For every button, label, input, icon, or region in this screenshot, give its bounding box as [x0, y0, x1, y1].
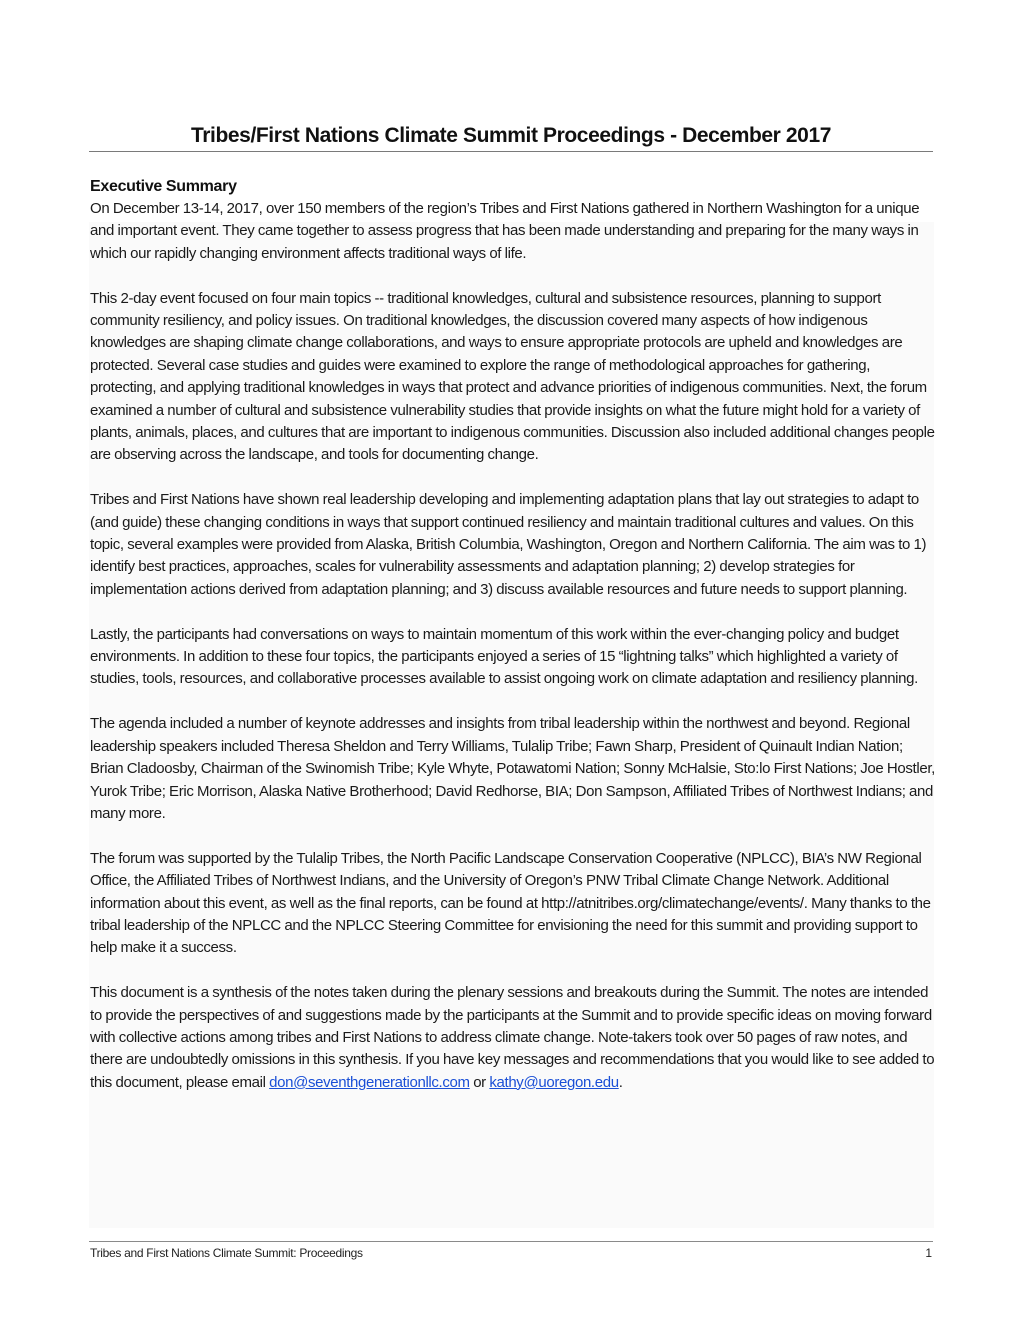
paragraph-7-end: . [618, 1073, 623, 1091]
paragraph-5: The agenda included a number of keynote addresses and insights from tribal leadership within the northwest and beyond. Regional leadership speakers included Theresa Sheldon and Terry Williams, Tulalip Tribe; Fawn Sharp, President of Quinault Indian Nation; Brian Cladoosby, Chairman of the Swinomish Tribe; Kyle Whyte, Potawatomi Nation; Sonny McHalsie, Sto:lo First Nations; Joe Hostler, Yurok Tribe; Eric Morrison, Alaska Native Brotherhood; David Redhorse, BIA; Don Sampson, Affiliated Tribes of Northwest Indians; and many more. [90, 715, 935, 822]
section-heading-executive-summary: Executive Summary [90, 178, 237, 195]
paragraph-7-connector: or [469, 1073, 490, 1091]
page-number: 1 [925, 1246, 932, 1260]
paragraph-4: Lastly, the participants had conversations on ways to maintain momentum of this work within the ever-changing policy and budget environments. In addition to these four topics, the participants enjoyed a series of 15 “lightning talks” which highlighted a variety of studies, tools, resources, and collaborative processes available to assist ongoing work on climate adaptation and resiliency planning. [90, 625, 918, 688]
document-body [90, 176, 938, 1117]
document-title: Tribes/First Nations Climate Summit Proceedings - December 2017 [190, 124, 832, 147]
paragraph-2: This 2-day event focused on four main topics -- traditional knowledges, cultural and subsistence resources, planning to support community resiliency, and policy issues. On traditional knowledges, the discussion covered many aspects of how indigenous knowledges are shaping climate change collaborations, and ways to ensure appropriate protocols are upheld and knowledges are protected. Several case studies and guides were examined to explore the range of methodological approaches for gathering, protecting, and applying traditional knowledges in ways that protect and advance priorities of indigenous communities. Next, the forum examined a number of cultural and subsistence vulnerability studies that provide insights on what the future might hold for a variety of plants, animals, places, and cultures that are important to indigenous communities. Discussion also included additional changes people are observing across the landscape, and tools for documenting change. [90, 289, 935, 464]
title-divider [89, 151, 933, 152]
email-link-don[interactable]: don@seventhgenerationllc.com [269, 1073, 470, 1091]
paragraph-6: The forum was supported by the Tulalip Tribes, the North Pacific Landscape Conservation Cooperative (NPLCC), BIA’s NW Regional Office, the Affiliated Tribes of Northwest Indians, and the University of Oregon’s PNW Tribal Climate Change Network. Additional information about this event, as well as the final reports, can be found at http://atnitribes.org/climatechange/events/. Many thanks to the tribal leadership of the NPLCC and the NPLCC Steering Committee for envisioning the need for this summit and providing support to help make it a success. [90, 849, 931, 957]
paragraph-3: Tribes and First Nations have shown real leadership developing and implementing adaptation plans that lay out strategies to adapt to (and guide) these changing conditions in ways that support continued resiliency and maintain traditional cultures and values. On this topic, several examples were provided from Alaska, British Columbia, Washington, Oregon and Northern California. The aim was to 1) identify best practices, approaches, scales for vulnerability assessments and adaptation planning; 2) develop strategies for implementation actions derived from adaptation planning; and 3) discuss available resources and future needs to support planning. [90, 491, 927, 598]
email-link-kathy[interactable]: kathy@uoregon.edu [489, 1073, 619, 1091]
footer-divider [89, 1241, 933, 1242]
paragraph-7 [90, 982, 938, 1094]
paragraph-1: On December 13-14, 2017, over 150 members of the region’s Tribes and First Nations gathered in Northern Washington for a unique and important event. They came together to assess progress that has been made understanding and preparing for the many ways in which our rapidly changing environment affects traditional ways of life. [90, 200, 920, 262]
footer-title: Tribes and First Nations Climate Summit: Proceedings [90, 1246, 363, 1260]
paragraph-7-text: This document is a synthesis of the notes taken during the plenary sessions and breakouts during the Summit. The notes are intended to provide the perspectives of and suggestions made by the participants at the Summit and to provide specific ideas on moving forward with collective actions among tribes and First Nations to address climate change. Note-takers took over 50 pages of raw notes, and there are undoubtedly omissions in this synthesis. If you have key messages and recommendations that you would like to see added to this document, please email [90, 984, 935, 1091]
